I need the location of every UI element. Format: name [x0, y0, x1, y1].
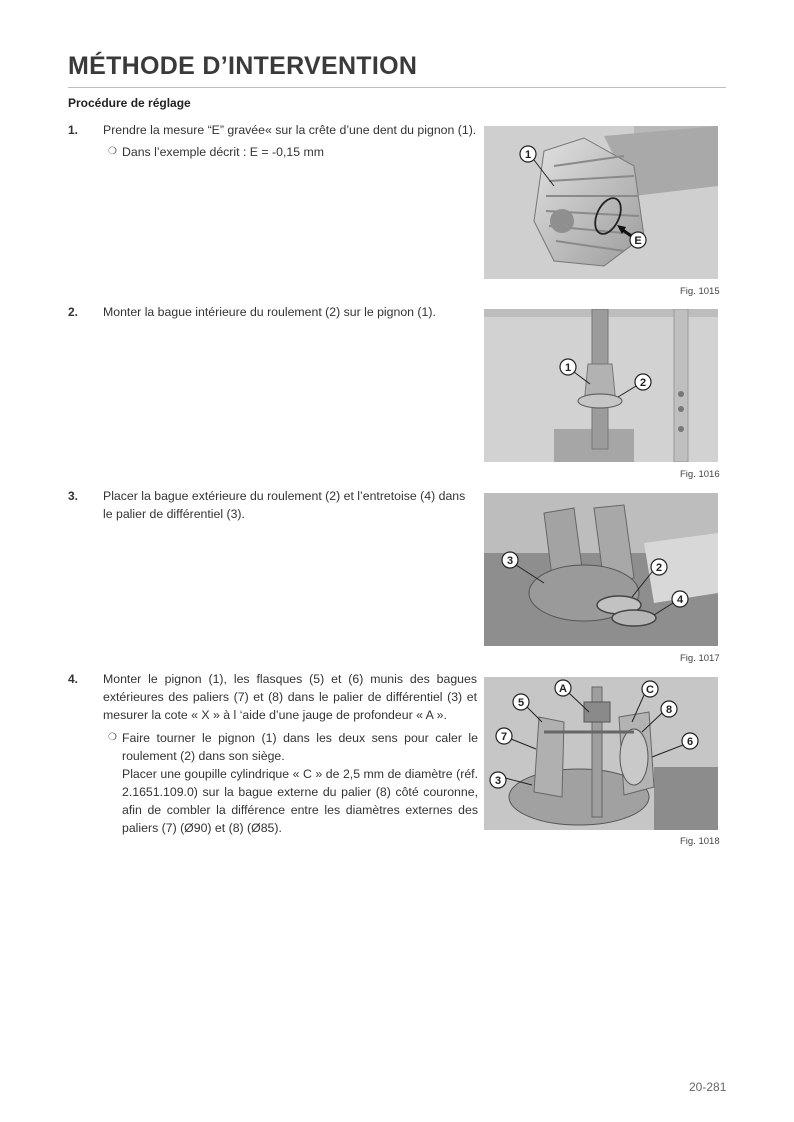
step-number: 2. [68, 305, 79, 319]
step-text: Placer la bague extérieure du roulement (2) et l’entretoise (4) dans le palier de différentiel (3). [103, 489, 466, 521]
page-number: 20-281 [689, 1080, 727, 1094]
page-title: MÉTHODE D’INTERVENTION [68, 52, 418, 80]
callout-7: 7 [500, 731, 508, 743]
step-number: 3. [68, 489, 79, 503]
callout-2: 2 [639, 377, 647, 389]
callout-C: C [646, 684, 654, 696]
title-divider [68, 87, 726, 88]
step-number: 1. [68, 123, 79, 137]
callout-E: E [634, 235, 642, 247]
sub-text: Faire tourner le pignon (1) dans les deux sens pour caler le roulement (2) dans son siège. [122, 731, 478, 763]
callout-2: 2 [655, 562, 663, 574]
callout-8: 8 [665, 704, 673, 716]
callout-3: 3 [506, 555, 514, 567]
circle-bullet-icon: ❍ [108, 732, 117, 743]
figure-caption: Fig. 1017 [680, 653, 720, 664]
step-text: Monter le pignon (1), les flasques (5) et (6) munis des bagues extérieures des paliers (7) et (8) dans le palier de différentiel (3) et mesurer la cote « X » à l ‘aide d’une jauge de profondeur « A ». [103, 672, 477, 722]
sub-text: Dans l’exemple décrit : E = -0,15 mm [122, 145, 324, 159]
step-4 [68, 670, 478, 835]
step-1 [68, 121, 478, 181]
sub-text: Placer une goupille cylindrique « C » de 2,5 mm de diamètre (réf. 2.1651.109.0) sur la bague externe du palier (8) côté couronne, afin de combler la différence entre les diamètres externes des paliers (7) (Ø90) et (8) (Ø85). [122, 767, 478, 835]
callout-5: 5 [517, 697, 525, 709]
callout-1: 1 [564, 362, 572, 374]
figure-caption: Fig. 1018 [680, 836, 720, 847]
callout-1: 1 [524, 149, 532, 161]
figure-1015 [484, 126, 718, 279]
figure-caption: Fig. 1016 [680, 469, 720, 480]
figure-caption: Fig. 1015 [680, 286, 720, 297]
step-number: 4. [68, 672, 79, 686]
callout-3: 3 [494, 775, 502, 787]
callout-4: 4 [676, 594, 684, 606]
figure-1018 [484, 677, 718, 830]
step-3 [68, 487, 478, 527]
step-text: Prendre la mesure “E” gravée« sur la crête d’une dent du pignon (1). [103, 123, 477, 137]
figure-1016 [484, 309, 718, 462]
callout-A: A [559, 683, 567, 695]
step-text: Monter la bague intérieure du roulement (2) sur le pignon (1). [103, 305, 436, 319]
callout-6: 6 [686, 736, 694, 748]
circle-bullet-icon: ❍ [108, 146, 117, 157]
figure-1017 [484, 493, 718, 646]
section-subtitle: Procédure de réglage [68, 96, 191, 110]
step-2 [68, 303, 478, 323]
